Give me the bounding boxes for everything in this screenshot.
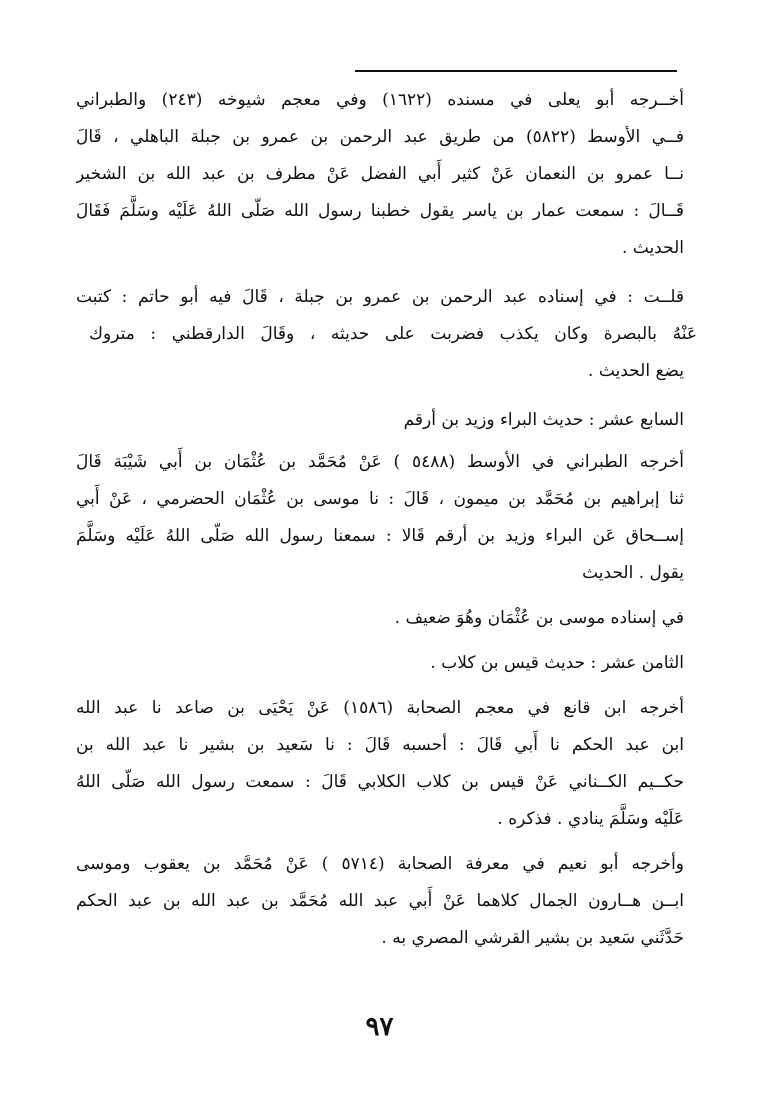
- text-line: ابن عبد الحكم نا أَبي قَالَ : أحسبه قَالَ : نا سَعيد بن بشير نا عبد الله بن: [76, 735, 684, 755]
- text-line: قَــالَ : سمعت عمار بن ياسر يقول خطبنا رسول الله صَلّى اللهُ عَلَيْه وسَلَّمَ فَقَالَ: [76, 201, 684, 221]
- text-line: وأخرجه أبو نعيم في معرفة الصحابة (٥٧١٤ ) عَنْ مُحَمَّد بن يعقوب وموسى: [76, 854, 684, 874]
- text-line: إســحاق عَن البراء وزيد بن أرقم قَالا : سمعنا رسول الله صَلّى اللهُ عَلَيْه وسَلَّمَ: [76, 526, 684, 546]
- text-line: عَلَيْه وسَلَّمَ ينادي . فذكره .: [497, 809, 684, 829]
- text-line: ثنا إبراهيم بن مُحَمَّد بن ميمون ، قَالَ : نا موسى بن عُثْمَان الحضرمي ، عَنْ أَبي: [76, 489, 684, 509]
- text-line: قلــت : في إسناده عبد الرحمن بن عمرو بن جبلة ، قَالَ فيه أبو حاتم : كتبت: [76, 287, 684, 307]
- text-line: أخرجه ابن قانع في معجم الصحابة (١٥٨٦) عَنْ يَحْيَى بن صاعد نا عبد الله: [76, 698, 684, 718]
- text-line: حكــيم الكــناني عَنْ قيس بن كلاب الكلابي قَالَ : سمعت رسول الله صَلّى اللهُ: [76, 772, 684, 792]
- footnote-separator-rule: [355, 70, 677, 72]
- text-line: فــي الأوسط (٥٨٢٢) من طريق عبد الرحمن بن عمرو بن جبلة الباهلي ، قَالَ: [76, 127, 684, 147]
- text-line: حَدَّثَني سَعيد بن بشير القرشي المصري به .: [381, 928, 684, 948]
- text-line: عَنْهُ بالبصرة وكان يكذب فضربت على حديثه ، وقَالَ الدارقطني : متروك: [89, 324, 697, 344]
- section-heading: السابع عشر : حديث البراء وزيد بن أرقم: [403, 410, 684, 430]
- text-line: نــا عمرو بن النعمان عَنْ كثير أَبي الفضل عَنْ مطرف بن عبد الله بن الشخير: [76, 164, 684, 184]
- text-line: في إسناده موسى بن عُثْمَان وهُوَ ضعيف .: [394, 608, 684, 628]
- text-line: الحديث .: [621, 238, 684, 258]
- text-line: يقول . الحديث: [582, 563, 684, 583]
- section-heading: الثامن عشر : حديث قيس بن كلاب .: [430, 653, 684, 673]
- text-line: ابــن هــارون الجمال كلاهما عَنْ أَبي عبد الله مُحَمَّد بن عبد الله بن عبد الحكم: [76, 891, 684, 911]
- text-line: يضع الحديث .: [588, 361, 684, 381]
- page-number: ٩٧: [365, 1012, 394, 1042]
- text-line: أخــرجه أبو يعلى في مسنده (١٦٢٢) وفي معجم شيوخه (٢٤٣) والطبراني: [76, 90, 684, 110]
- text-line: أخرجه الطبراني في الأوسط (٥٤٨٨ ) عَنْ مُحَمَّد بن عُثْمَان بن أَبي شَيْبَة قَالَ: [76, 452, 684, 472]
